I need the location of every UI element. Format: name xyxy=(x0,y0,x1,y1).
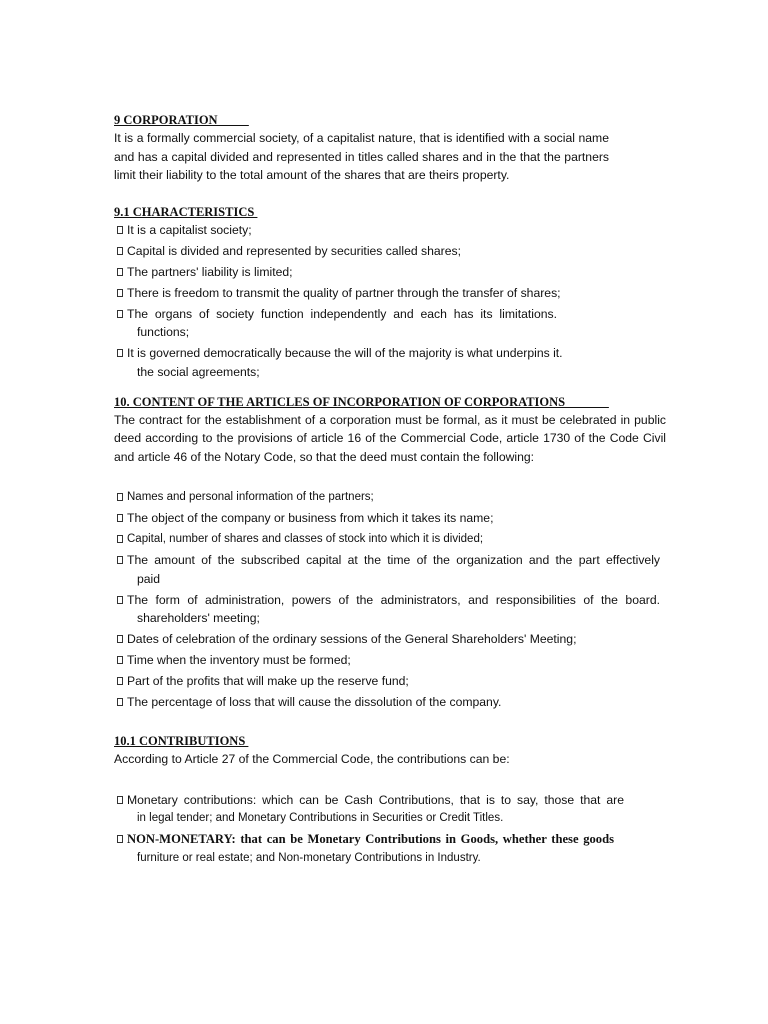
contributions-intro: According to Article 27 of the Commercial Code, the contributions can be: xyxy=(114,752,510,766)
checkbox-bullet-icon xyxy=(117,247,123,255)
articles-line-3: Civil and article 46 of the Notary Code, so that the deed must contain the following: xyxy=(114,431,666,464)
checkbox-bullet-icon xyxy=(117,635,123,643)
articles-paragraph xyxy=(114,411,666,467)
checkbox-bullet-icon xyxy=(117,596,123,604)
checkbox-bullet-icon xyxy=(117,493,123,501)
checkbox-bullet-icon xyxy=(117,556,123,564)
list-item: The partners' liability is limited; xyxy=(114,263,666,282)
section-heading-articles: 10. CONTENT OF THE ARTICLES OF INCORPORATION OF CORPORATIONS xyxy=(114,394,609,409)
document-page xyxy=(114,111,666,870)
list-item: Names and personal information of the partners; xyxy=(114,488,666,507)
checkbox-bullet-icon xyxy=(117,535,123,543)
checkbox-bullet-icon xyxy=(117,310,123,318)
checkbox-bullet-icon xyxy=(117,835,123,843)
section-heading-contributions: 10.1 CONTRIBUTIONS xyxy=(114,734,249,748)
checkbox-bullet-icon xyxy=(117,796,123,804)
corporation-paragraph xyxy=(114,129,609,185)
list-item: Part of the profits that will make up the reserve fund; xyxy=(114,672,666,691)
characteristics-list xyxy=(114,221,666,382)
list-item: It is governed democratically because the will of the majority is what underpins it. the social agreements; xyxy=(114,344,666,381)
list-item: There is freedom to transmit the quality of partner through the transfer of shares; xyxy=(114,284,666,303)
checkbox-bullet-icon xyxy=(117,289,123,297)
checkbox-bullet-icon xyxy=(117,349,123,357)
contributions-list xyxy=(114,791,666,868)
list-item: The percentage of loss that will cause the dissolution of the company. xyxy=(114,693,666,712)
checkbox-bullet-icon xyxy=(117,677,123,685)
list-item: The organs of society function independently and each has its limitations. functions; xyxy=(114,305,557,342)
list-item: NON-MONETARY: that can be Monetary Contributions in Goods, whether these goods furniture or real estate; and Non-monetary Contributions in Industry. xyxy=(114,830,614,867)
checkbox-bullet-icon xyxy=(117,268,123,276)
section-heading-characteristics: 9.1 CHARACTERISTICS xyxy=(114,204,258,219)
checkbox-bullet-icon xyxy=(117,226,123,234)
section-heading-corporation: 9 CORPORATION xyxy=(114,113,249,127)
list-item: The amount of the subscribed capital at the time of the organization and the part effectively paid xyxy=(114,551,660,588)
corporation-line-4: property. xyxy=(462,168,510,182)
list-item: Capital, number of shares and classes of stock into which it is divided; xyxy=(114,530,666,549)
articles-line-2: public deed according to the provisions of article 16 of the Commercial Code, article 1730 of the Code xyxy=(114,412,666,445)
corporation-line-2: social name and has a capital divided and represented in titles called shares and in the xyxy=(114,131,609,164)
articles-line-1: The contract for the establishment of a corporation must be formal, as it must be celebrated in xyxy=(114,412,631,427)
list-item: Time when the inventory must be formed; xyxy=(114,651,666,670)
corporation-line-1: It is a formally commercial society, of a capitalist nature, that is identified with a xyxy=(114,131,541,145)
list-item: Capital is divided and represented by securities called shares; xyxy=(114,242,666,261)
checkbox-bullet-icon xyxy=(117,656,123,664)
list-item: Monetary contributions: which can be Cash Contributions, that is to say, those that are in legal tender; and Monetary Contributions in Securities or Credit Titles. xyxy=(114,791,624,828)
articles-list xyxy=(114,488,666,712)
list-item: Dates of celebration of the ordinary sessions of the General Shareholders' Meeting; xyxy=(114,630,666,649)
list-item: The object of the company or business from which it takes its name; xyxy=(114,509,666,528)
list-item: It is a capitalist society; xyxy=(114,221,666,240)
checkbox-bullet-icon xyxy=(117,698,123,706)
list-item: The form of administration, powers of the administrators, and responsibilities of the board. shareholders' meeting; xyxy=(114,591,660,628)
corporation-line-3: that the partners limit their liability to the total amount of the shares that are theirs xyxy=(114,149,609,182)
checkbox-bullet-icon xyxy=(117,514,123,522)
